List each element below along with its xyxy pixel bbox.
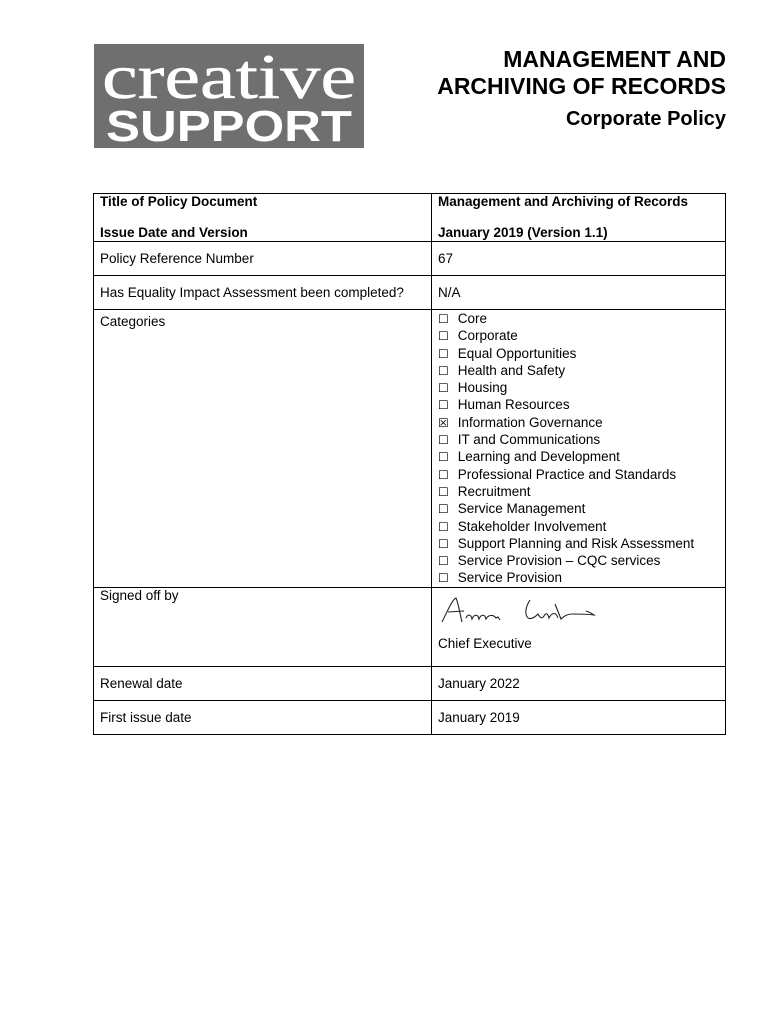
category-item	[438, 310, 719, 327]
category-item	[438, 345, 719, 362]
first-issue-label: First issue date	[94, 700, 432, 734]
unchecked-box-icon[interactable]: ☐	[438, 381, 449, 396]
table-row-title-issue	[94, 194, 726, 242]
equality-assessment-label: Has Equality Impact Assessment been completed?	[94, 276, 432, 310]
category-item	[438, 483, 719, 500]
table-cell	[94, 194, 432, 242]
policy-details-table	[93, 193, 726, 735]
category-item	[438, 500, 719, 517]
category-label: Learning and Development	[457, 449, 620, 465]
signed-off-label: Signed off by	[94, 587, 432, 666]
category-label: Professional Practice and Standards	[457, 466, 677, 482]
category-item	[438, 466, 719, 483]
document-header	[366, 46, 726, 131]
first-issue-value: January 2019	[432, 700, 726, 734]
checked-box-icon[interactable]: ☒	[438, 415, 449, 430]
category-label: Corporate	[457, 328, 518, 344]
handwritten-signature	[438, 592, 608, 628]
title-of-policy-label: Title of Policy Document	[100, 194, 258, 209]
category-label: IT and Communications	[457, 432, 601, 448]
category-item	[438, 414, 719, 431]
unchecked-box-icon[interactable]: ☐	[438, 450, 449, 465]
category-label: Equal Opportunities	[457, 345, 577, 361]
category-item	[438, 518, 719, 535]
unchecked-box-icon[interactable]: ☐	[438, 329, 449, 344]
category-label: Support Planning and Risk Assessment	[457, 535, 695, 551]
category-item	[438, 535, 719, 552]
equality-assessment-value: N/A	[432, 276, 726, 310]
unchecked-box-icon[interactable]: ☐	[438, 554, 449, 569]
category-label: Human Resources	[457, 397, 570, 413]
unchecked-box-icon[interactable]: ☐	[438, 398, 449, 413]
category-item	[438, 327, 719, 344]
category-label: Core	[457, 311, 488, 326]
table-cell	[432, 194, 726, 242]
logo-line2: SUPPORT	[106, 102, 353, 148]
table-row-categories	[94, 310, 726, 588]
category-item	[438, 448, 719, 465]
unchecked-box-icon[interactable]: ☐	[438, 363, 449, 378]
category-label: Service Management	[457, 501, 586, 517]
signatory-role: Chief Executive	[438, 635, 532, 651]
table-row-renewal	[94, 666, 726, 700]
categories-list	[438, 310, 719, 587]
category-item	[438, 552, 719, 569]
unchecked-box-icon[interactable]: ☐	[438, 519, 449, 534]
category-label: Service Provision – CQC services	[457, 553, 661, 569]
title-of-policy-value: Management and Archiving of Records	[438, 194, 689, 209]
category-item	[438, 431, 719, 448]
category-label: Information Governance	[457, 414, 603, 430]
category-item	[438, 379, 719, 396]
category-label: Health and Safety	[457, 362, 566, 378]
renewal-date-label: Renewal date	[94, 666, 432, 700]
unchecked-box-icon[interactable]: ☐	[438, 536, 449, 551]
category-label: Recruitment	[457, 483, 531, 499]
table-cell	[432, 310, 726, 588]
table-cell	[432, 587, 726, 666]
logo-line1: creative	[102, 44, 356, 112]
policy-reference-value: 67	[432, 242, 726, 276]
renewal-date-value: January 2022	[432, 666, 726, 700]
issue-date-value: January 2019 (Version 1.1)	[438, 225, 608, 240]
category-item	[438, 362, 719, 379]
document-title-line1: MANAGEMENT AND	[503, 46, 726, 72]
table-row-equality-assessment	[94, 276, 726, 310]
document-title	[366, 46, 726, 100]
document-title-line2: ARCHIVING OF RECORDS	[437, 73, 726, 99]
unchecked-box-icon[interactable]: ☐	[438, 484, 449, 499]
unchecked-box-icon[interactable]: ☐	[438, 346, 449, 361]
policy-reference-label: Policy Reference Number	[94, 242, 432, 276]
issue-date-label: Issue Date and Version	[100, 225, 248, 240]
table-row-signed-off	[94, 587, 726, 666]
category-item	[438, 396, 719, 413]
creative-support-logo	[94, 44, 364, 148]
category-label: Housing	[457, 380, 508, 396]
categories-label: Categories	[100, 314, 166, 329]
table-row-first-issue	[94, 700, 726, 734]
unchecked-box-icon[interactable]: ☐	[438, 467, 449, 482]
table-row-reference	[94, 242, 726, 276]
table-cell	[94, 310, 432, 588]
unchecked-box-icon[interactable]: ☐	[438, 433, 449, 448]
unchecked-box-icon[interactable]: ☐	[438, 571, 449, 586]
document-subtitle: Corporate Policy	[565, 108, 726, 130]
category-label: Service Provision	[457, 570, 563, 586]
category-item	[438, 569, 719, 586]
unchecked-box-icon[interactable]: ☐	[438, 312, 449, 326]
unchecked-box-icon[interactable]: ☐	[438, 502, 449, 517]
category-label: Stakeholder Involvement	[457, 518, 607, 534]
